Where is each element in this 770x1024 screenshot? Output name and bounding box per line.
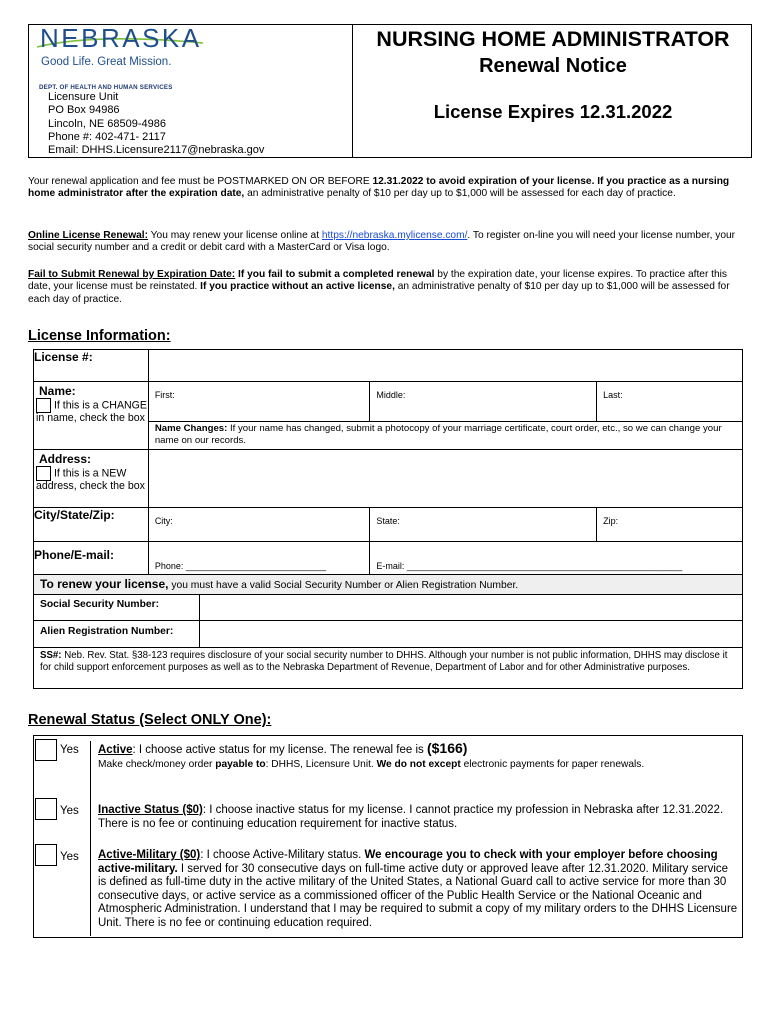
- license-expiration: License Expires 12.31.2022: [433, 101, 673, 122]
- ssn-disclosure-note: [34, 648, 743, 689]
- military-status-checkbox[interactable]: [35, 844, 57, 866]
- inactive-status-checkbox[interactable]: [35, 798, 57, 820]
- text: by the expiration date, your license expires. To practice after this date, your license must be reinstated.: [28, 269, 728, 293]
- logo-tagline: Good Life. Great Mission.: [41, 56, 172, 68]
- state-label: State:: [376, 516, 400, 526]
- ssn-field[interactable]: [199, 595, 742, 621]
- active-status-option: [98, 742, 738, 771]
- renew-requirement-text: you must have a valid Social Security Number or Alien Registration Number.: [168, 580, 519, 591]
- postmark-paragraph: [28, 176, 744, 201]
- ssn-label: Social Security Number:: [34, 595, 200, 621]
- inactive-text: : I choose inactive status for my license. I cannot practice my profession in Nebraska after 12.31.2022. There is no fee or continuing education requirement for inactive status.: [98, 804, 724, 830]
- active-status-checkbox[interactable]: [35, 739, 57, 761]
- inactive-yes-label: Yes: [60, 805, 79, 817]
- text-bold: 12.31.2022 to avoid expiration of your license. If you practice as a nursing home administrator after the expiration date,: [28, 176, 730, 200]
- text: Your renewal application and fee must be POSTMARKED ON OR BEFORE: [28, 176, 373, 187]
- text-bold: If you fail to submit a completed renewal: [235, 269, 435, 280]
- active-payment-line: [98, 758, 738, 771]
- alien-registration-label: Alien Registration Number:: [34, 621, 200, 648]
- inactive-heading: Inactive Status ($0): [98, 804, 203, 816]
- first-name-label: First:: [154, 390, 175, 400]
- new-address-note-text: If this is a NEW address, check the box: [36, 467, 145, 492]
- inactive-status-option: [98, 804, 738, 831]
- name-label-cell: [34, 382, 149, 450]
- state-field[interactable]: [370, 508, 597, 542]
- active-line: [98, 742, 738, 758]
- name-changes-text: If your name has changed, submit a photocopy of your marriage certificate, court order, etc., so we can change your name on our records.: [154, 423, 722, 446]
- agency-address: [48, 91, 264, 157]
- address-line: Lincoln, NE 68509-4986: [48, 117, 167, 130]
- address-line: PO Box 94986: [48, 104, 120, 117]
- text: You may renew your license online at: [148, 230, 322, 241]
- name-change-note-text: If this is a CHANGE in name, check the box: [36, 399, 147, 424]
- phone-email-label: Phone/E-mail:: [34, 542, 149, 575]
- renew-requirement-note: [34, 575, 743, 595]
- form-subtitle: Renewal Notice: [479, 55, 627, 77]
- active-fee: ($166): [426, 740, 468, 756]
- military-text: I served for 30 consecutive days on full-time active duty or approved leave after 12.31.2020. Military service is defined as full-time duty in the active military of the United States, a National Guard call to active service for more than 30 consecutive days, or active service as a commissioned officer of the Public Health Service or the National Oceanic and Atmospheric Administration. I understand that I may be required to submit a copy of my military orders to the DHHS Licensure Unit. There is no fee or continuing education required.: [98, 862, 738, 929]
- text: electronic payments for paper renewals.: [460, 758, 645, 770]
- license-number-field[interactable]: [148, 350, 742, 382]
- text-bold: We do not except: [376, 758, 461, 770]
- text-bold: If you practice without an active license,: [200, 281, 395, 293]
- name-label: Name:: [39, 384, 76, 398]
- text: an administrative penalty of $10 per day up to $1,000 will be assessed for each day of practice.: [28, 281, 730, 305]
- text: Make check/money order: [98, 758, 216, 770]
- address-note: [36, 466, 148, 493]
- phone-field[interactable]: [148, 542, 370, 575]
- online-renewal-heading: Online License Renewal:: [28, 230, 149, 241]
- address-label-cell: [34, 450, 149, 508]
- text-bold: payable to: [215, 758, 266, 770]
- ssn-disclosure-text: Neb. Rev. Stat. §38-123 requires disclosure of your social security number to DHHS. Although your number is not public information, DHHS may disclose it for child support enforcement purposes as well as to the Nebraska Department of Revenue, Department of Labor and for other Administrative purposes.: [40, 650, 728, 673]
- fail-to-submit-paragraph: [28, 269, 744, 306]
- alien-registration-field[interactable]: [199, 621, 742, 648]
- email-label: E-mail: _______________________________________________________: [376, 561, 683, 571]
- license-info-table: [33, 349, 743, 689]
- renew-requirement-heading: To renew your license,: [40, 577, 169, 591]
- name-change-note: [36, 398, 148, 425]
- name-change-checkbox[interactable]: [36, 398, 51, 413]
- name-changes-note: [148, 422, 742, 450]
- license-number-label: License #:: [34, 350, 149, 382]
- last-name-label: Last:: [603, 390, 623, 400]
- zip-field[interactable]: [597, 508, 743, 542]
- address-label: Address:: [39, 452, 92, 466]
- text: an administrative penalty of $10 per day up to $1,000 will be assessed for each day of practice.: [244, 188, 676, 200]
- text-bold: We encourage you to check with your employer before choosing active-military.: [98, 849, 718, 875]
- logo-wordmark: NEBRASKA: [40, 23, 202, 53]
- military-heading: Active-Military ($0): [98, 849, 201, 861]
- email-field[interactable]: [370, 542, 743, 575]
- text: : DHHS, Licensure Unit.: [265, 758, 377, 770]
- header-box: [28, 24, 752, 158]
- new-address-checkbox[interactable]: [36, 466, 51, 481]
- active-heading: Active: [98, 744, 133, 756]
- dept-name: DEPT. OF HEALTH AND HUMAN SERVICES: [39, 84, 173, 91]
- city-field[interactable]: [148, 508, 370, 542]
- last-name-field[interactable]: [597, 382, 743, 422]
- text: . To register on-line you will need your license number, your social security number and a credit or debit card with a MasterCard or Visa logo.: [28, 230, 736, 254]
- city-label: City:: [154, 516, 173, 526]
- text: : I choose Active-Military status.: [200, 849, 365, 861]
- phone-label: Phone: ____________________________: [154, 561, 326, 571]
- ssn-disclosure-heading: SS#:: [40, 650, 62, 661]
- renewal-status-box: [33, 735, 743, 938]
- address-line: Phone #: 402-471- 2117: [48, 130, 166, 143]
- text: : I choose active status for my license. The renewal fee is: [132, 744, 427, 756]
- military-yes-label: Yes: [60, 851, 79, 863]
- name-changes-heading: Name Changes:: [154, 423, 228, 434]
- renewal-status-title: Renewal Status (Select ONLY One):: [28, 712, 272, 728]
- form-title: NURSING HOME ADMINISTRATOR: [376, 27, 730, 51]
- license-info-title: License Information:: [28, 328, 171, 344]
- middle-name-label: Middle:: [376, 390, 406, 400]
- address-field[interactable]: [148, 450, 742, 508]
- military-status-option: [98, 849, 738, 931]
- address-line: Email: DHHS.Licensure2117@nebraska.gov: [48, 144, 265, 157]
- address-line: Licensure Unit: [48, 91, 119, 103]
- city-state-zip-label: City/State/Zip:: [34, 508, 149, 542]
- middle-name-field[interactable]: [370, 382, 597, 422]
- active-yes-label: Yes: [60, 744, 79, 756]
- fail-to-submit-heading: Fail to Submit Renewal by Expiration Date:: [28, 269, 236, 280]
- mylicense-link[interactable]: https://nebraska.mylicense.com/: [321, 230, 468, 241]
- renewal-status-divider: [90, 741, 91, 936]
- first-name-field[interactable]: [148, 382, 370, 422]
- zip-label: Zip:: [603, 516, 619, 526]
- online-renewal-paragraph: [28, 230, 744, 255]
